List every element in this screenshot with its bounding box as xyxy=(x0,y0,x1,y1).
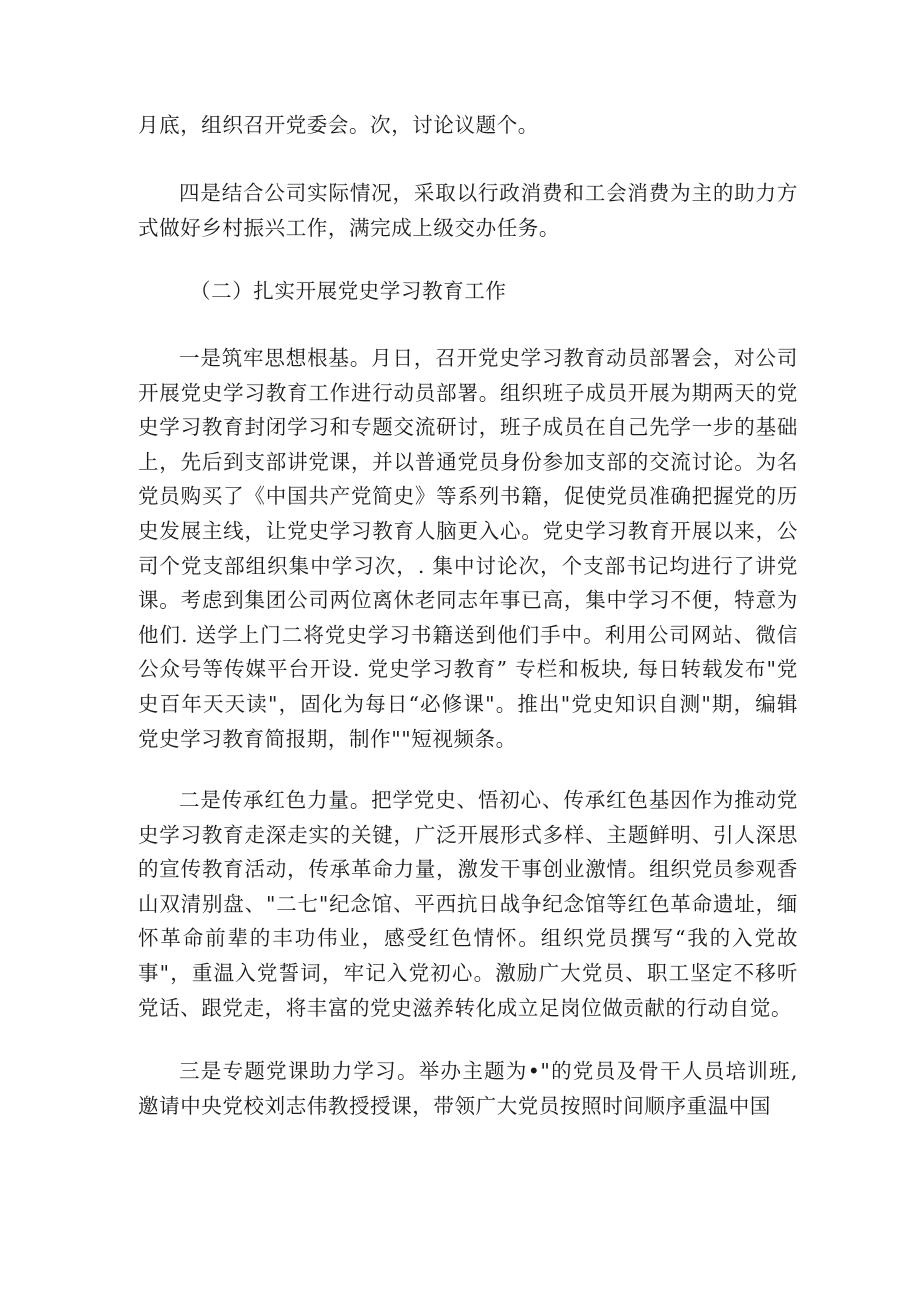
paragraph-continuation: 月底，组织召开党委会。次，讨论议题个。 xyxy=(138,113,539,137)
paragraph-red-heritage: 二是传承红色力量。把学党史、悟初心、传承红色基因作为推动党史学习教育走深走实的关键，广泛开展形式多样、主题鲜明、引人深思的宣传教育活动，传承革命力量，激发干事创业激情。组织党员参观香山双清别盘、"二七"纪念馆、平西抗日战争纪念馆等红色革命遗址，缅怀革命前辈的丰功伟业，感受红色情怀。组织党员撰写“我的入党故事"，重温入党誓词，牢记入党初心。激励广大党员、职工坚定不移听党话、跟党走，将丰富的党史滋养转化成立足岗位做贡献的行动自觉。 xyxy=(138,788,798,1020)
section-heading: （二）扎实开展党史学习教育工作 xyxy=(190,279,507,303)
paragraph-ideological-foundation: 一是筑牢思想根基。月日，召开党史学习教育动员部署会，对公司开展党史学习教育工作进行动员部署。组织班子成员开展为期两天的党史学习教育封闭学习和专题交流研讨，班子成员在自己先学一步的基础上，先后到支部讲党课，并以普通党员身份参加支部的交流讨论。为名党员购买了《中国共产党简史》等系列书籍，促使党员准确把握党的历史发展主线，让党史学习教育人脑更入心。党史学习教育开展以来，公司个党支部组织集中学习次，. 集中讨论次，个支部书记均进行了讲党课。考虑到集团公司两位离休老同志年事已高，集中学习不便，特意为他们. 送学上门二将党史学习书籍送到他们手中。利用公司网站、微信公众号等传媒平台开设. 党史学习教育” 专栏和板块, 每日转载发布"党史百年天天读"，固化为每日“必修课"。推出"党史知识自测"期，编辑党史学习教育简报期，制作""短视频条。 xyxy=(138,346,798,751)
paragraph-rural-revitalization: 四是结合公司实际情况，采取以行政消费和工会消费为主的助力方式做好乡村振兴工作，满完成上级交办任务。 xyxy=(138,181,798,240)
paragraph-party-lecture: 三是专题党课助力学习。举办主题为•"的党员及骨干人员培训班, 邀请中央党校刘志伟教授授课，带领广大党员按照时间顺序重温中国 xyxy=(138,1059,798,1118)
